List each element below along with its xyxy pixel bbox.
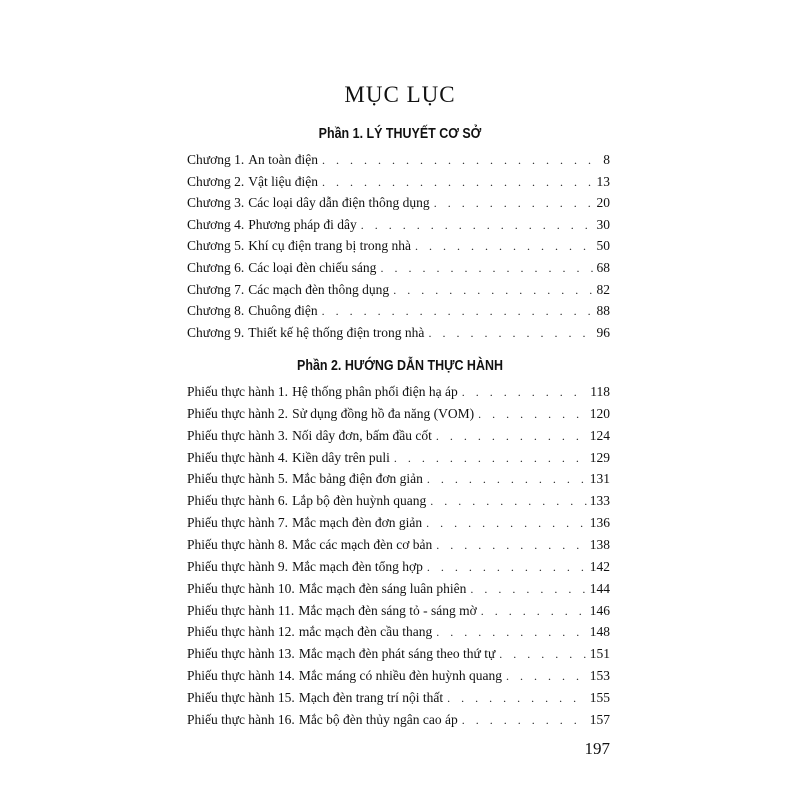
part-1-heading: Phần 1. LÝ THUYẾT CƠ SỞ [318, 126, 482, 142]
dot-leader [481, 601, 587, 621]
toc-entry-label: Phiếu thực hành 3. [187, 427, 289, 443]
toc-entry[interactable] [187, 150, 610, 170]
toc-entry-page: 82 [596, 281, 610, 297]
page-title: MỤC LỤC [344, 82, 456, 107]
page-number: 197 [584, 739, 610, 758]
toc-entry[interactable] [187, 323, 610, 343]
toc-entry-label: Chương 7. [187, 281, 245, 297]
toc-entry[interactable] [187, 382, 610, 402]
toc-entry[interactable] [187, 579, 610, 599]
dot-leader [361, 215, 594, 235]
toc-entry-title: Các loại đèn chiếu sáng [248, 260, 377, 275]
dot-leader [393, 280, 593, 300]
dot-leader [322, 301, 594, 321]
toc-entry[interactable] [187, 258, 610, 278]
dot-leader [462, 382, 587, 402]
toc-entry-page: 142 [589, 558, 610, 574]
toc-entry[interactable] [187, 644, 610, 664]
dot-leader [394, 448, 587, 468]
toc-entry-page: 157 [589, 711, 610, 727]
toc-entry-title: Vật liệu điện [248, 173, 318, 189]
toc-entry-label: Chương 5. [187, 238, 245, 254]
toc-entry[interactable] [187, 193, 610, 213]
toc-entry-title: Mắc các mạch đèn cơ bản [292, 536, 433, 552]
toc-entry-page: 88 [596, 303, 610, 319]
dot-leader [436, 426, 587, 446]
toc-entry-page: 155 [589, 689, 610, 705]
toc-entry-title: Các loại dây dẫn điện thông dụng [248, 195, 430, 211]
toc-entry[interactable] [187, 710, 610, 730]
toc-entry[interactable] [187, 215, 610, 235]
toc-entry-label: Phiếu thực hành 14. [187, 668, 295, 684]
part-2-heading: Phần 2. HƯỚNG DẪN THỰC HÀNH [297, 358, 503, 374]
dot-leader [436, 535, 586, 555]
toc-entry-title: Chuông điện [248, 303, 318, 319]
toc-entry-page: 96 [596, 324, 610, 340]
toc-entry-title: Mắc bộ đèn thủy ngân cao áp [298, 711, 458, 727]
toc-entry-title: An toàn điện [248, 152, 318, 167]
toc-entry-title: Mắc máng có nhiều đèn huỳnh quang [298, 668, 503, 684]
toc-entry-label: Phiếu thực hành 9. [187, 558, 289, 574]
toc-entry-label: Chương 6. [187, 260, 245, 275]
dot-leader [415, 236, 594, 256]
toc-entry-label: Phiếu thực hành 15. [187, 689, 295, 705]
toc-entry-page: 124 [589, 427, 610, 443]
toc-entry[interactable] [187, 172, 610, 192]
toc-entry-label: Chương 9. [187, 324, 245, 340]
toc-entry-label: Phiếu thực hành 11. [187, 602, 295, 618]
toc-entry[interactable] [187, 404, 610, 424]
toc-entry-page: 133 [589, 493, 610, 509]
toc-entry-title: Mắc mạch đèn đơn giản [292, 515, 423, 531]
toc-entry-title: Mắc mạch đèn phát sáng theo thứ tự [298, 646, 496, 662]
toc-entry-title: Sử dụng đồng hồ đa năng (VOM) [292, 405, 475, 421]
dot-leader [322, 150, 600, 170]
toc-entry-title: Mắc mạch đèn tổng hợp [292, 558, 423, 574]
toc-entry-label: Chương 4. [187, 216, 245, 232]
toc-entry-title: Phương pháp đi dây [248, 216, 357, 232]
toc-entry[interactable] [187, 280, 610, 300]
toc-entry-label: Phiếu thực hành 16. [187, 711, 295, 727]
toc-entry-label: Phiếu thực hành 6. [187, 493, 289, 509]
dot-leader [434, 193, 594, 213]
toc-entry-page: 148 [589, 624, 610, 640]
toc-entry-page: 8 [603, 152, 610, 167]
toc-entry[interactable] [187, 469, 610, 489]
dot-leader [430, 491, 586, 511]
toc-entry-page: 136 [589, 515, 610, 531]
toc-entry-title: Mắc mạch đèn sáng luân phiên [298, 580, 467, 596]
toc-entry[interactable] [187, 535, 610, 555]
toc-entry[interactable] [187, 666, 610, 686]
dot-leader [470, 579, 586, 599]
toc-entry-title: Mắc bảng điện đơn giản [292, 471, 423, 487]
toc-entry-title: Các mạch đèn thông dụng [248, 281, 390, 297]
toc-entry-page: 13 [596, 173, 610, 189]
toc-entry-label: Phiếu thực hành 5. [187, 471, 289, 487]
toc-entry-page: 138 [589, 536, 610, 552]
toc-entry-title: Lắp bộ đèn huỳnh quang [292, 493, 427, 509]
toc-entry-page: 120 [589, 405, 610, 421]
dot-leader [322, 172, 594, 192]
toc-entry-title: Kiền dây trên puli [292, 449, 390, 465]
toc-entry-page: 118 [590, 384, 610, 399]
toc-entry-label: Phiếu thực hành 10. [187, 580, 295, 596]
toc-entry-label: Phiếu thực hành 8. [187, 536, 289, 552]
toc-entry-title: Nối dây đơn, bấm đầu cốt [292, 427, 432, 443]
toc-entry[interactable] [187, 557, 610, 577]
toc-entry-title: Mắc mạch đèn sáng tỏ - sáng mờ [298, 602, 477, 618]
toc-entry[interactable] [187, 301, 610, 321]
toc-entry-label: Chương 8. [187, 303, 245, 319]
toc-entry-page: 50 [596, 238, 610, 254]
toc-entry-title: Hệ thống phân phối điện hạ áp [292, 384, 458, 399]
dot-leader [428, 323, 593, 343]
dot-leader [436, 622, 586, 642]
toc-entry-page: 30 [596, 216, 610, 232]
toc-entry-page: 129 [589, 449, 610, 465]
toc-entry-label: Phiếu thực hành 13. [187, 646, 295, 662]
toc-entry-title: Mạch đèn trang trí nội thất [298, 689, 444, 705]
dot-leader [478, 404, 587, 424]
toc-entry-label: Chương 3. [187, 195, 245, 211]
toc-entry-label: Phiếu thực hành 4. [187, 449, 289, 465]
toc-entry[interactable] [187, 688, 610, 708]
toc-entry-page: 144 [589, 580, 610, 596]
toc-entry-label: Chương 1. [187, 152, 245, 167]
dot-leader [427, 557, 587, 577]
toc-entry[interactable] [187, 426, 610, 446]
toc-entry-page: 153 [589, 668, 610, 684]
toc-entry[interactable] [187, 448, 610, 468]
toc-entry[interactable] [187, 622, 610, 642]
toc-entry[interactable] [187, 513, 610, 533]
toc-entry-label: Phiếu thực hành 2. [187, 405, 289, 421]
toc-entry[interactable] [187, 236, 610, 256]
toc-entry-page: 68 [596, 260, 610, 275]
toc-entry-page: 131 [589, 471, 610, 487]
toc-entry-label: Phiếu thực hành 1. [187, 384, 289, 399]
dot-leader [462, 710, 587, 730]
dot-leader [447, 688, 587, 708]
toc-entry[interactable] [187, 601, 610, 621]
dot-leader [427, 469, 587, 489]
toc-entry-label: Chương 2. [187, 173, 245, 189]
toc-entry-title: Thiết kế hệ thống điện trong nhà [248, 324, 425, 340]
dot-leader [506, 666, 587, 686]
toc-entry-label: Phiếu thực hành 12. [187, 624, 295, 640]
toc-entry-page: 20 [596, 195, 610, 211]
dot-leader [380, 258, 593, 278]
dot-leader [499, 644, 586, 664]
dot-leader [426, 513, 587, 533]
toc-entry-page: 151 [589, 646, 610, 662]
toc-entry[interactable] [187, 491, 610, 511]
toc-entry-label: Phiếu thực hành 7. [187, 515, 289, 531]
toc-entry-title: Khí cụ điện trang bị trong nhà [248, 238, 411, 254]
toc-entry-page: 146 [589, 602, 610, 618]
toc-entry-title: mắc mạch đèn cầu thang [298, 624, 433, 640]
